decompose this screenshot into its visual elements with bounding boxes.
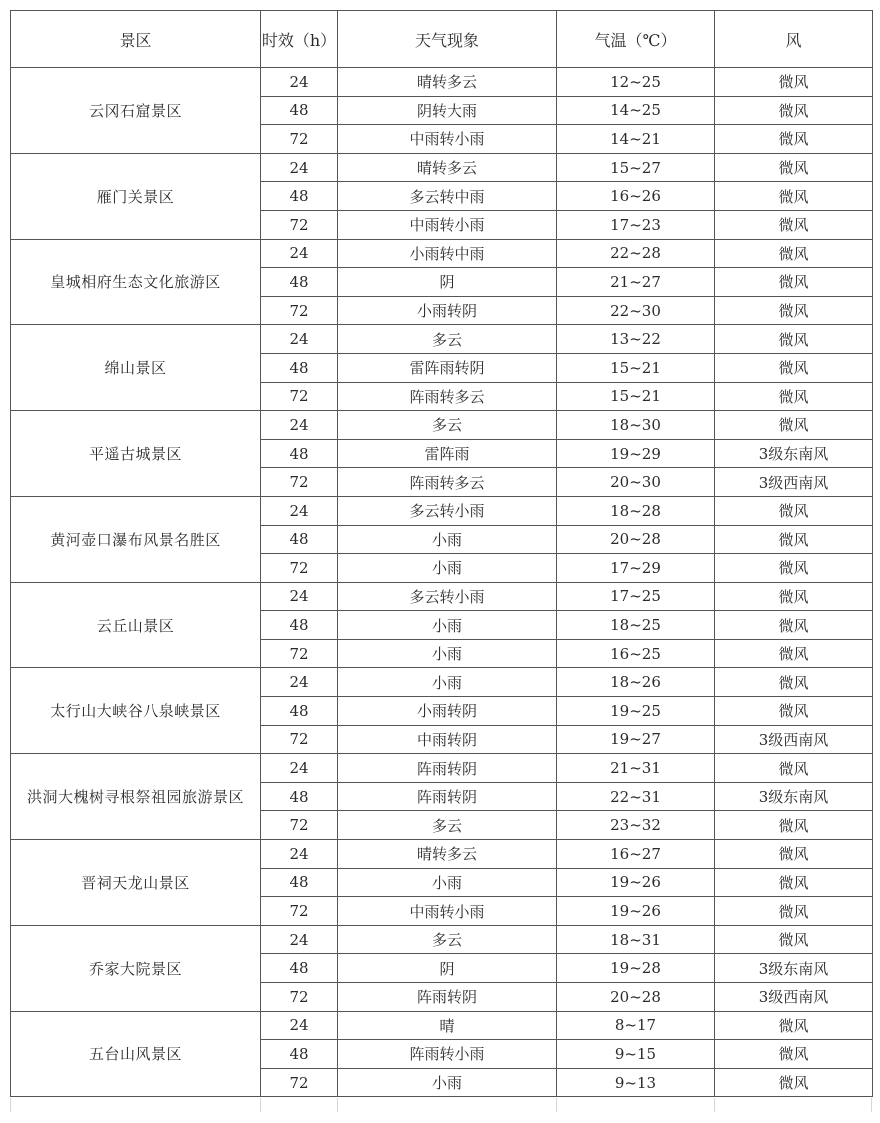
temperature-cell: 22~30 — [557, 296, 715, 325]
weather-cell: 多云转中雨 — [338, 182, 557, 211]
temperature-cell: 15~21 — [557, 382, 715, 411]
weather-cell: 阴 — [338, 954, 557, 983]
temperature-cell: 19~25 — [557, 697, 715, 726]
weather-cell: 阵雨转多云 — [338, 382, 557, 411]
hours-cell: 48 — [261, 525, 338, 554]
temperature-cell: 19~29 — [557, 439, 715, 468]
hours-cell: 72 — [261, 382, 338, 411]
table-row — [11, 496, 873, 525]
weather-cell: 晴 — [338, 1011, 557, 1040]
temperature-cell: 20~28 — [557, 525, 715, 554]
table-row — [11, 925, 873, 954]
hours-cell: 24 — [261, 411, 338, 440]
hours-cell: 24 — [261, 840, 338, 869]
weather-cell: 多云转小雨 — [338, 582, 557, 611]
wind-cell: 微风 — [715, 382, 873, 411]
temperature-cell: 18~28 — [557, 496, 715, 525]
temperature-cell: 17~29 — [557, 554, 715, 583]
temperature-cell: 13~22 — [557, 325, 715, 354]
table-row — [11, 411, 873, 440]
temperature-cell: 15~21 — [557, 353, 715, 382]
hours-cell: 24 — [261, 754, 338, 783]
table-row — [11, 68, 873, 97]
wind-cell: 微风 — [715, 68, 873, 97]
temperature-cell: 14~25 — [557, 96, 715, 125]
weather-cell: 中雨转小雨 — [338, 210, 557, 239]
hours-cell: 72 — [261, 468, 338, 497]
wind-cell: 微风 — [715, 353, 873, 382]
wind-cell: 微风 — [715, 840, 873, 869]
table-row — [11, 239, 873, 268]
weather-cell: 中雨转小雨 — [338, 125, 557, 154]
area-name-cell: 洪洞大槐树寻根祭祖园旅游景区 — [11, 754, 261, 840]
area-name-cell: 太行山大峡谷八泉峡景区 — [11, 668, 261, 754]
header-wind: 风 — [715, 11, 873, 68]
weather-cell: 阵雨转小雨 — [338, 1040, 557, 1069]
header-area: 景区 — [11, 11, 261, 68]
header-weather: 天气现象 — [338, 11, 557, 68]
wind-cell: 微风 — [715, 1068, 873, 1097]
weather-cell: 小雨转阴 — [338, 296, 557, 325]
hours-cell: 24 — [261, 1011, 338, 1040]
wind-cell: 微风 — [715, 239, 873, 268]
weather-cell: 中雨转小雨 — [338, 897, 557, 926]
wind-cell: 微风 — [715, 554, 873, 583]
temperature-cell: 19~27 — [557, 725, 715, 754]
temperature-cell: 22~28 — [557, 239, 715, 268]
area-name-cell: 黄河壶口瀑布风景名胜区 — [11, 496, 261, 582]
weather-cell: 雷阵雨转阴 — [338, 353, 557, 382]
area-name-cell: 云丘山景区 — [11, 582, 261, 668]
wind-cell: 微风 — [715, 153, 873, 182]
wind-cell: 微风 — [715, 697, 873, 726]
hours-cell: 72 — [261, 811, 338, 840]
hours-cell: 48 — [261, 782, 338, 811]
table-row — [11, 582, 873, 611]
hours-cell: 72 — [261, 725, 338, 754]
weather-cell: 小雨 — [338, 868, 557, 897]
hours-cell: 48 — [261, 439, 338, 468]
hours-cell: 48 — [261, 1040, 338, 1069]
temperature-cell: 16~25 — [557, 639, 715, 668]
wind-cell: 微风 — [715, 411, 873, 440]
weather-cell: 小雨转中雨 — [338, 239, 557, 268]
temperature-cell: 18~31 — [557, 925, 715, 954]
hours-cell: 24 — [261, 325, 338, 354]
temperature-cell: 20~30 — [557, 468, 715, 497]
hours-cell: 24 — [261, 153, 338, 182]
table-row — [11, 1011, 873, 1040]
weather-cell: 小雨 — [338, 525, 557, 554]
wind-cell: 微风 — [715, 811, 873, 840]
wind-cell: 3级东南风 — [715, 954, 873, 983]
temperature-cell: 12~25 — [557, 68, 715, 97]
hours-cell: 48 — [261, 182, 338, 211]
area-name-cell: 平遥古城景区 — [11, 411, 261, 497]
hours-cell: 72 — [261, 554, 338, 583]
area-name-cell: 乔家大院景区 — [11, 925, 261, 1011]
wind-cell: 微风 — [715, 125, 873, 154]
area-name-cell: 皇城相府生态文化旅游区 — [11, 239, 261, 325]
hours-cell: 72 — [261, 639, 338, 668]
hours-cell: 48 — [261, 697, 338, 726]
hours-cell: 24 — [261, 582, 338, 611]
weather-cell: 阴 — [338, 268, 557, 297]
table-row — [11, 754, 873, 783]
weather-cell: 晴转多云 — [338, 68, 557, 97]
wind-cell: 微风 — [715, 868, 873, 897]
temperature-cell: 9~13 — [557, 1068, 715, 1097]
hours-cell: 72 — [261, 125, 338, 154]
weather-cell: 晴转多云 — [338, 840, 557, 869]
weather-cell: 阵雨转多云 — [338, 468, 557, 497]
area-name-cell: 绵山景区 — [11, 325, 261, 411]
wind-cell: 微风 — [715, 611, 873, 640]
wind-cell: 微风 — [715, 639, 873, 668]
weather-cell: 小雨 — [338, 639, 557, 668]
wind-cell: 微风 — [715, 754, 873, 783]
wind-cell: 微风 — [715, 925, 873, 954]
weather-cell: 多云 — [338, 925, 557, 954]
bottom-gridline-stubs — [10, 1098, 872, 1112]
temperature-cell: 17~25 — [557, 582, 715, 611]
table-body — [11, 68, 873, 1097]
weather-cell: 阵雨转阴 — [338, 754, 557, 783]
hours-cell: 48 — [261, 268, 338, 297]
temperature-cell: 19~26 — [557, 868, 715, 897]
wind-cell: 微风 — [715, 668, 873, 697]
table-row — [11, 153, 873, 182]
wind-cell: 微风 — [715, 325, 873, 354]
weather-cell: 小雨 — [338, 611, 557, 640]
hours-cell: 24 — [261, 68, 338, 97]
temperature-cell: 21~31 — [557, 754, 715, 783]
weather-cell: 多云 — [338, 811, 557, 840]
hours-cell: 48 — [261, 954, 338, 983]
table-row — [11, 840, 873, 869]
temperature-cell: 21~27 — [557, 268, 715, 297]
weather-cell: 晴转多云 — [338, 153, 557, 182]
header-hours: 时效（h） — [261, 11, 338, 68]
temperature-cell: 19~28 — [557, 954, 715, 983]
area-name-cell: 五台山风景区 — [11, 1011, 261, 1097]
hours-cell: 72 — [261, 210, 338, 239]
weather-cell: 小雨 — [338, 1068, 557, 1097]
temperature-cell: 20~28 — [557, 983, 715, 1012]
wind-cell: 3级西南风 — [715, 725, 873, 754]
weather-cell: 小雨 — [338, 554, 557, 583]
forecast-table — [10, 10, 873, 1097]
hours-cell: 24 — [261, 668, 338, 697]
hours-cell: 72 — [261, 296, 338, 325]
hours-cell: 72 — [261, 897, 338, 926]
hours-cell: 72 — [261, 983, 338, 1012]
wind-cell: 微风 — [715, 182, 873, 211]
temperature-cell: 22~31 — [557, 782, 715, 811]
weather-cell: 多云 — [338, 325, 557, 354]
temperature-cell: 14~21 — [557, 125, 715, 154]
temperature-cell: 18~25 — [557, 611, 715, 640]
temperature-cell: 17~23 — [557, 210, 715, 239]
table-row — [11, 668, 873, 697]
weather-cell: 阴转大雨 — [338, 96, 557, 125]
area-name-cell: 云冈石窟景区 — [11, 68, 261, 154]
hours-cell: 24 — [261, 925, 338, 954]
temperature-cell: 16~27 — [557, 840, 715, 869]
wind-cell: 微风 — [715, 496, 873, 525]
wind-cell: 微风 — [715, 96, 873, 125]
temperature-cell: 16~26 — [557, 182, 715, 211]
hours-cell: 48 — [261, 611, 338, 640]
weather-cell: 多云转小雨 — [338, 496, 557, 525]
temperature-cell: 15~27 — [557, 153, 715, 182]
hours-cell: 48 — [261, 96, 338, 125]
temperature-cell: 23~32 — [557, 811, 715, 840]
header-temp: 气温（℃） — [557, 11, 715, 68]
weather-cell: 小雨 — [338, 668, 557, 697]
hours-cell: 24 — [261, 496, 338, 525]
wind-cell: 3级东南风 — [715, 782, 873, 811]
hours-cell: 48 — [261, 868, 338, 897]
area-name-cell: 雁门关景区 — [11, 153, 261, 239]
temperature-cell: 18~30 — [557, 411, 715, 440]
hours-cell: 72 — [261, 1068, 338, 1097]
wind-cell: 微风 — [715, 296, 873, 325]
weather-cell: 小雨转阴 — [338, 697, 557, 726]
hours-cell: 48 — [261, 353, 338, 382]
wind-cell: 微风 — [715, 1040, 873, 1069]
table-row — [11, 325, 873, 354]
temperature-cell: 18~26 — [557, 668, 715, 697]
weather-cell: 中雨转阴 — [338, 725, 557, 754]
wind-cell: 3级东南风 — [715, 439, 873, 468]
wind-cell: 微风 — [715, 525, 873, 554]
temperature-cell: 19~26 — [557, 897, 715, 926]
wind-cell: 微风 — [715, 1011, 873, 1040]
wind-cell: 微风 — [715, 210, 873, 239]
wind-cell: 微风 — [715, 268, 873, 297]
area-name-cell: 晋祠天龙山景区 — [11, 840, 261, 926]
wind-cell: 3级西南风 — [715, 468, 873, 497]
hours-cell: 24 — [261, 239, 338, 268]
header-row — [11, 11, 873, 68]
weather-cell: 多云 — [338, 411, 557, 440]
temperature-cell: 8~17 — [557, 1011, 715, 1040]
temperature-cell: 9~15 — [557, 1040, 715, 1069]
wind-cell: 微风 — [715, 897, 873, 926]
wind-cell: 3级西南风 — [715, 983, 873, 1012]
weather-cell: 阵雨转阴 — [338, 782, 557, 811]
weather-cell: 阵雨转阴 — [338, 983, 557, 1012]
weather-cell: 雷阵雨 — [338, 439, 557, 468]
wind-cell: 微风 — [715, 582, 873, 611]
